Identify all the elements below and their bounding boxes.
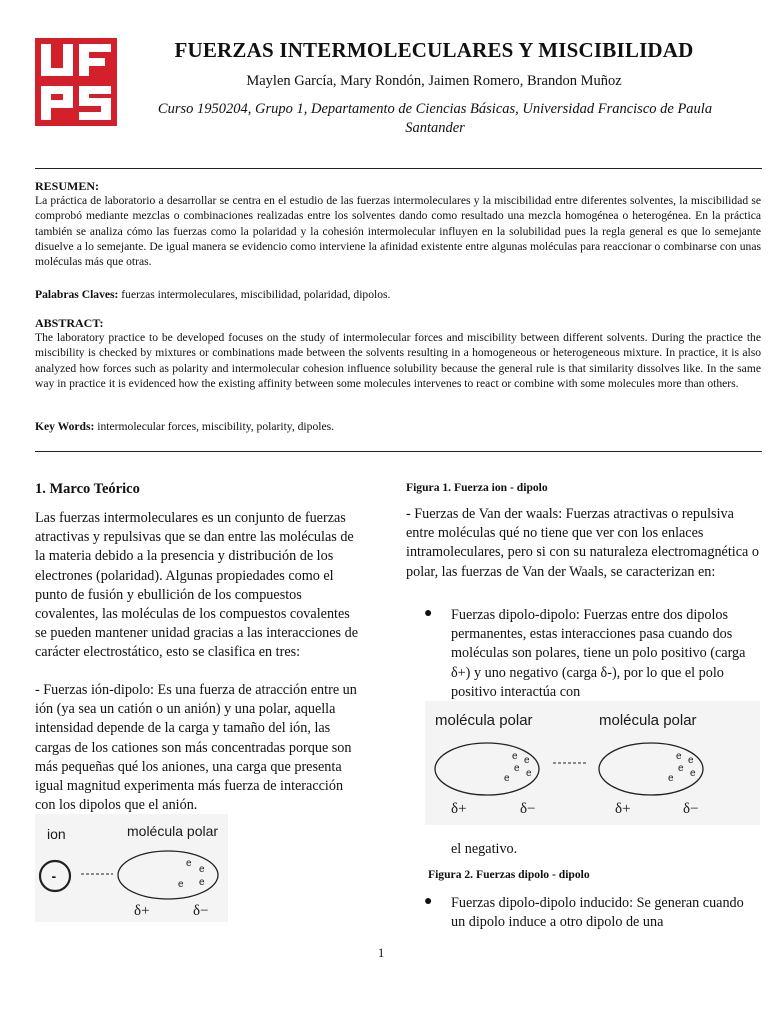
keywords-value: fuerzas intermoleculares, miscibilidad, polaridad, dipolos. [118, 288, 391, 301]
ion-charge: - [51, 868, 57, 884]
molecule-label: molécula polar [127, 823, 219, 839]
paragraph: - Fuerzas ión-dipolo: Es una fuerza de atracción entre un ión (ya sea un catión o un anión) y una polar, aquella intensidad depende de la carga y tamaño del ión, las cargas de los cationes son más concentradas porque son más pequeñas qué los aniones, una carga que presenta igual magnitud experimenta más fuerza de interacción con los dipolos que el anión. [35, 682, 357, 814]
divider [35, 168, 762, 169]
delta-minus: δ− [683, 801, 699, 817]
electron: e [690, 768, 696, 779]
paper-title: FUERZAS INTERMOLECULARES Y MISCIBILIDAD [174, 38, 694, 62]
abstract-heading: ABSTRACT: [35, 316, 104, 330]
key-words [35, 419, 761, 434]
molecule-label: molécula polar [435, 712, 533, 729]
keywords-label: Key Words: [35, 420, 95, 433]
electron: e [526, 768, 532, 779]
electron: e [524, 755, 530, 766]
electron: e [668, 773, 674, 784]
electron: e [688, 755, 694, 766]
delta-plus: δ+ [451, 801, 467, 817]
resumen-text: La práctica de laboratorio a desarrollar se centra en el estudio de las fuerzas intermoleculares y la miscibilidad entre diferentes solventes, la miscibilidad se comprobó mediante mezclas o combinaciones realizadas entre los solventes dando como resultado una mezcla homogénea o heterogénea. En la práctica también se analiza cómo las fuerzas como la polaridad y la cohesión intermolecular influyen en la solubilidad pues la regla general es que lo semejante disuelve a lo semejante. De igual manera se evidencio como interviene la afinidad existente entre algunas moléculas para reaccionar o combinarse con unas moléculas más que otras. [35, 194, 761, 269]
figure-caption: Figura 1. Fuerza ion - dipolo [406, 481, 548, 494]
abstract-text: The laboratory practice to be developed focuses on the study of intermolecular forces and miscibility between different solvents. During the practice the miscibility is checked by mixtures or combinations made between the solvents resulting in a homogeneous or heterogeneous mixture. In practice, it is also analyzed how forces such as polarity and intermolecular cohesion influence solubility because the general rule is that similarity dissolves like. In the same way in practice it is evidenced how the existing affinity between some molecules intervenes to react or combine with some molecules more than others. [35, 331, 761, 390]
palabras-claves [35, 287, 761, 302]
delta-minus: δ− [520, 801, 536, 817]
delta-plus: δ+ [615, 801, 631, 817]
section-title: 1. Marco Teórico [35, 481, 140, 497]
paragraph: - Fuerzas de Van der waals: Fuerzas atractivas o repulsiva entre moléculas qué no tiene que ver con los enlaces intramoleculares, pero si con su naturaleza electromagnética o polar, las fuerzas de Van der Waals, se caracterizan en: [406, 506, 759, 580]
electron: e [199, 864, 205, 875]
bullet-text-continued: el negativo. [451, 841, 518, 857]
paragraph: Las fuerzas intermoleculares es un conjunto de fuerzas atractivas y repulsivas que se dan entre las moléculas de la materia debido a la presencia y distribución de los electrones (polaridad). Algunas propiedades como el punto de fusión y ebullición de los compuestos covalentes, las moléculas de los compuestos covalentes se pueden mantener unidad gracias a las interacciones de carácter electrostático, esto se clasifica en tres: [35, 510, 359, 661]
electron: e [178, 879, 184, 890]
divider [35, 451, 762, 452]
molecule-ellipse [435, 743, 539, 795]
authors: Maylen García, Mary Rondón, Jaimen Romero, Brandon Muñoz [246, 73, 622, 89]
electron: e [504, 773, 510, 784]
keywords-label: Palabras Claves: [35, 288, 119, 301]
electron: e [514, 763, 520, 774]
bullet-text: Fuerzas dipolo-dipolo: Fuerzas entre dos dipolos permanentes, estas interacciones pasa cuando dos moléculas son polares, tiene un polo positivo (carga δ+) y uno negativo (carga δ-), por lo que el polo positivo interactúa con [451, 607, 746, 700]
molecule-ellipse [599, 743, 703, 795]
university-logo [35, 38, 117, 126]
ion-label: ion [47, 826, 66, 842]
electron: e [676, 751, 682, 762]
electron: e [512, 751, 518, 762]
delta-minus: δ− [193, 903, 209, 919]
figure-ion-dipole [35, 814, 228, 922]
keywords-value: intermolecular forces, miscibility, polarity, dipoles. [94, 420, 335, 433]
molecule-ellipse [118, 851, 218, 899]
delta-plus: δ+ [134, 903, 150, 919]
figure-caption: Figura 2. Fuerzas dipolo - dipolo [428, 868, 590, 881]
page-number: 1 [378, 946, 385, 960]
electron: e [199, 877, 205, 888]
bullet-icon: ● [424, 894, 433, 909]
electron: e [186, 858, 192, 869]
ufps-logo-icon [35, 38, 117, 126]
bullet-text: Fuerzas dipolo-dipolo inducido: Se generan cuando un dipolo induce a otro dipolo de una [451, 895, 744, 931]
electron: e [678, 763, 684, 774]
figure-dipole-dipole [425, 701, 760, 825]
bullet-icon: ● [424, 606, 433, 621]
molecule-label: molécula polar [599, 712, 697, 729]
resumen-heading: RESUMEN: [35, 179, 100, 193]
affiliation: Curso 1950204, Grupo 1, Departamento de Ciencias Básicas, Universidad Francisco de Paula Santander [157, 101, 713, 136]
